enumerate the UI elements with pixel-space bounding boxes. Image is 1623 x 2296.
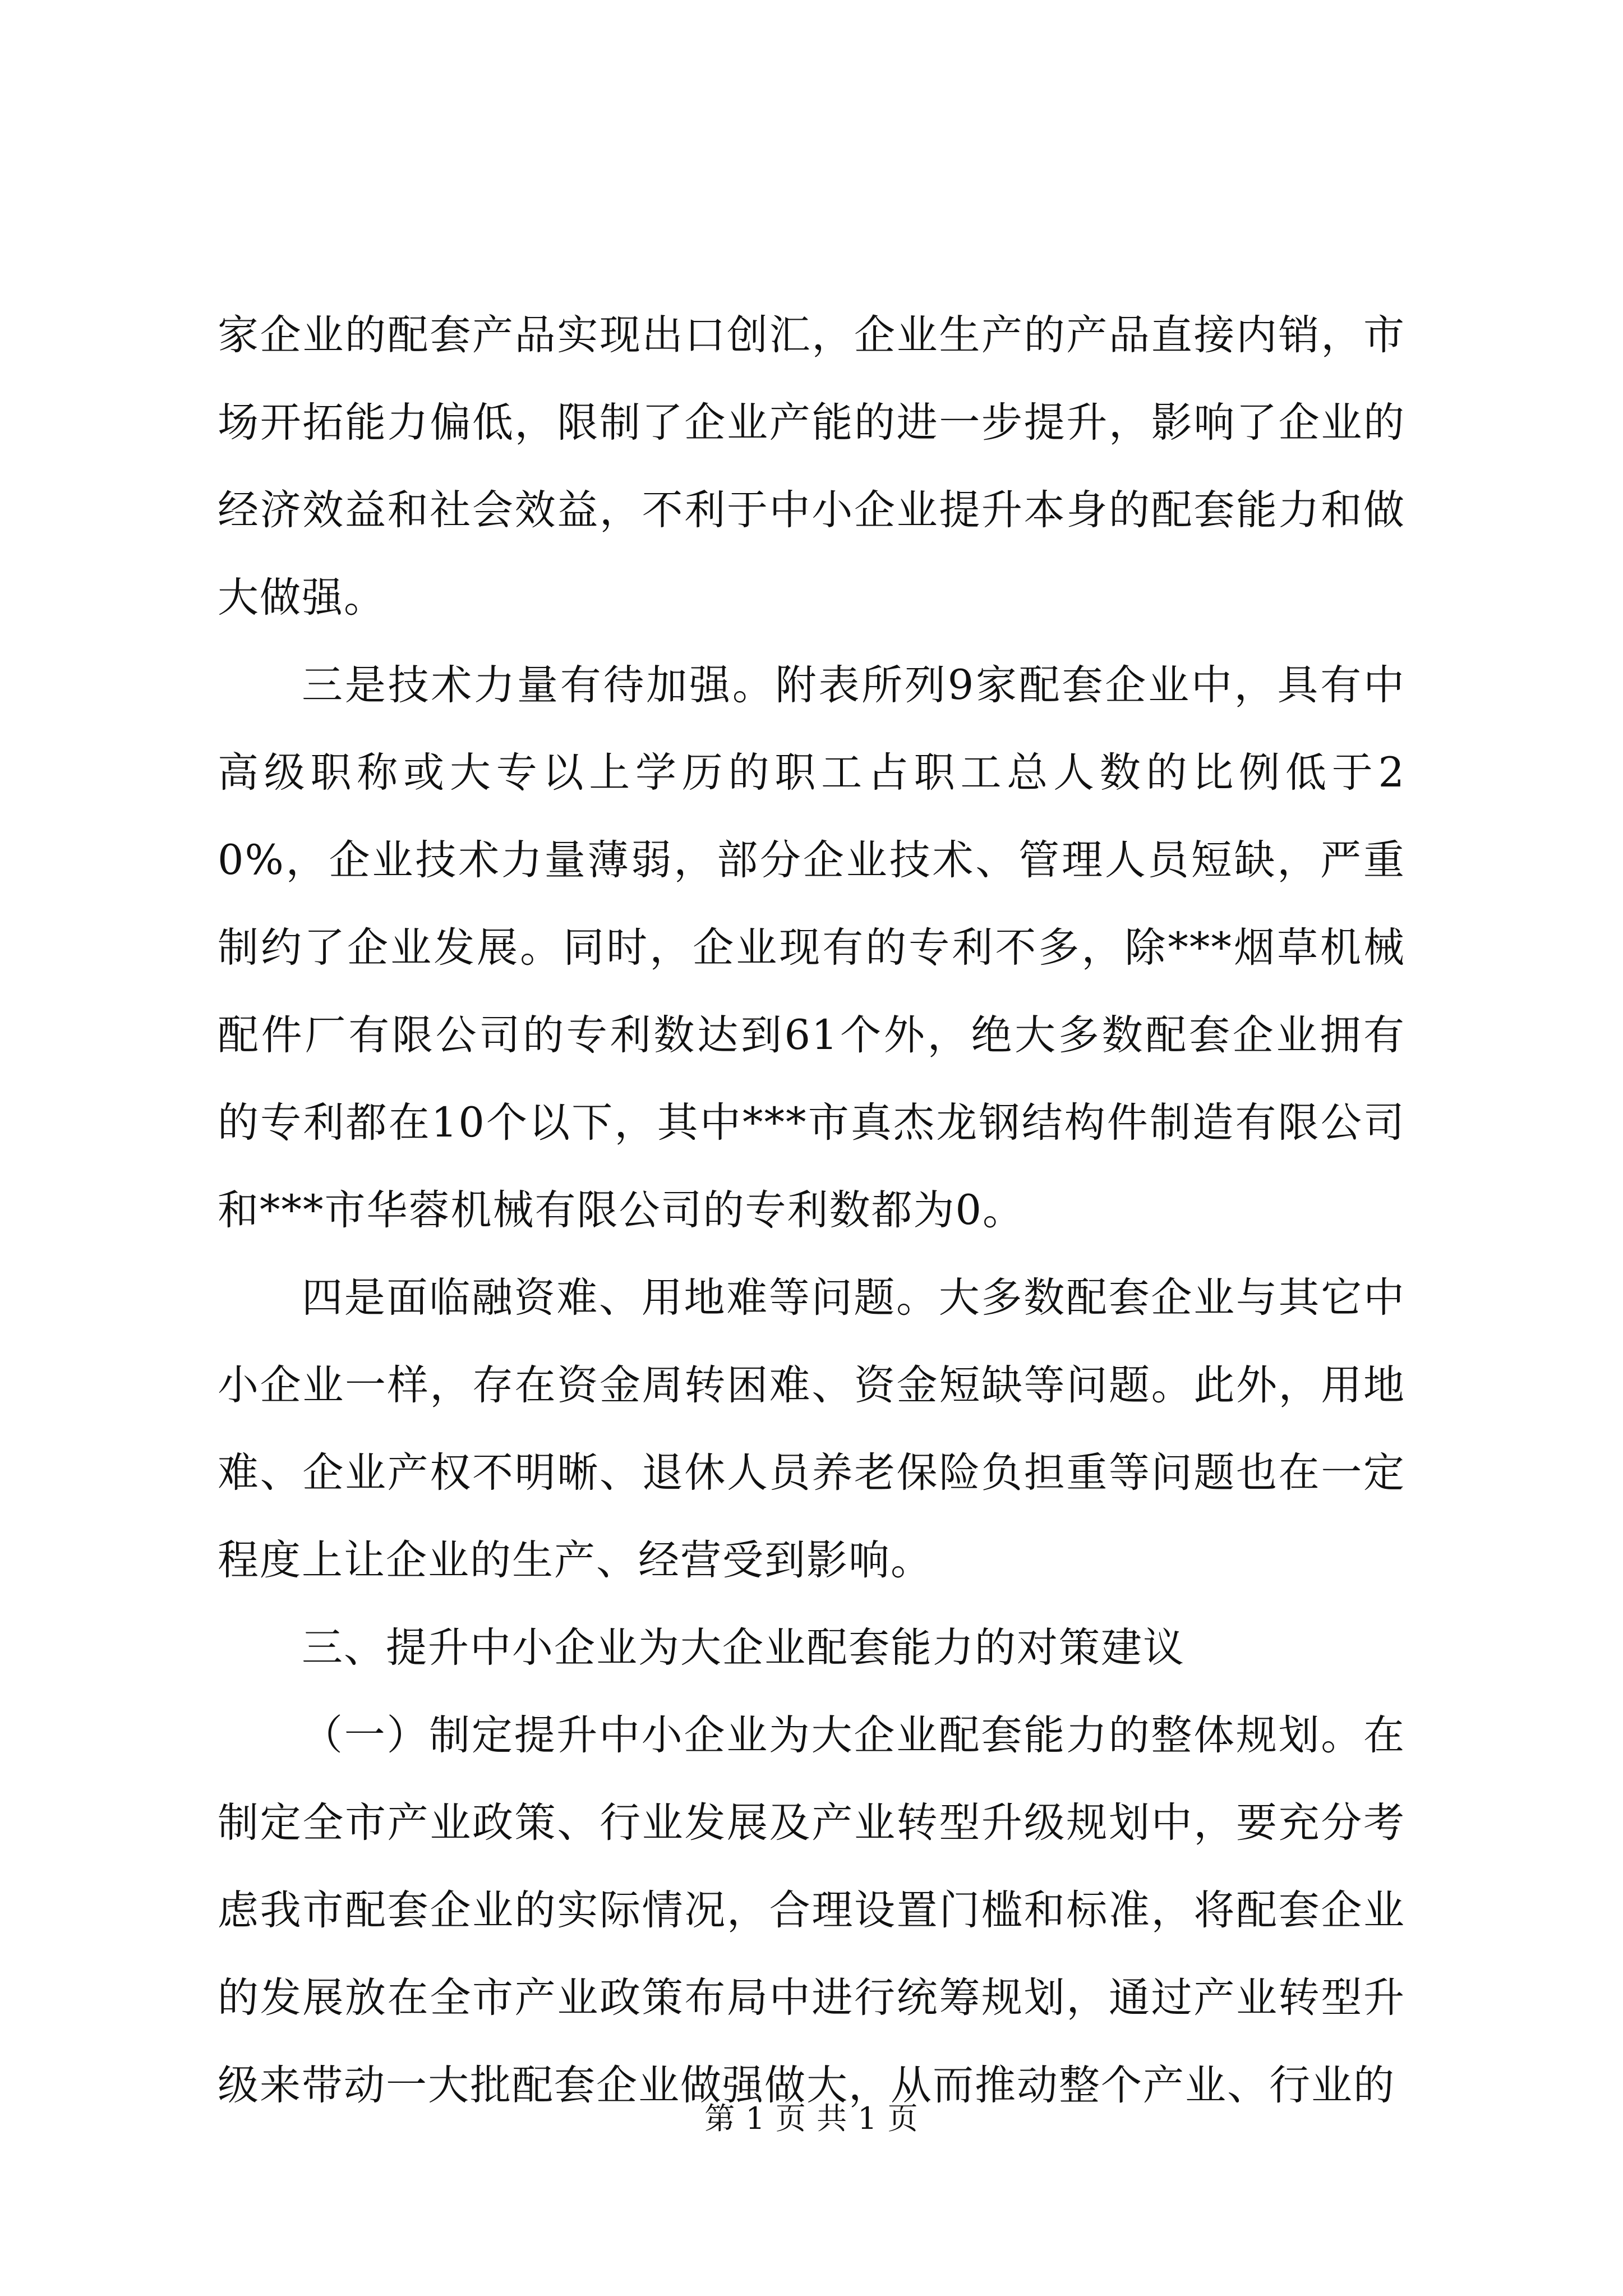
document-body — [218, 292, 1405, 2129]
section-heading-countermeasures: 三、提升中小企业为大企业配套能力的对策建议 — [302, 1624, 1185, 1672]
paragraph-financing-land: 四是面临融资难、用地难等问题。大多数配套企业与其它中小企业一样，存在资金周转困难、资金短缺等问题。此外，用地难、企业产权不明晰、退休人员养老保险负担重等问题也在一定程度上让企业的生产、经营受到影响。 — [218, 1274, 1405, 1584]
paragraph-continuation: 家企业的配套产品实现出口创汇，企业生产的产品直接内销，市场开拓能力偏低，限制了企业产能的进一步提升，影响了企业的经济效益和社会效益，不利于中小企业提升本身的配套能力和做大做强。 — [218, 311, 1405, 622]
paragraph-technical-strength: 三是技术力量有待加强。附表所列9家配套企业中，具有中高级职称或大专以上学历的职工占职工总人数的比例低于20%，企业技术力量薄弱，部分企业技术、管理人员短缺，严重制约了企业发展。同时，企业现有的专利不多，除***烟草机械配件厂有限公司的专利数达到61个外，绝大多数配套企业拥有的专利都在10个以下，其中***市真杰龙钢结构件制造有限公司和***市华蓉机械有限公司的专利数都为0。 — [218, 661, 1405, 1234]
page-number-footer: 第 1 页 共 1 页 — [704, 2101, 919, 2136]
paragraph-overall-plan: （一）制定提升中小企业为大企业配套能力的整体规划。在制定全市产业政策、行业发展及产业转型升级规划中，要充分考虑我市配套企业的实际情况，合理设置门槛和标准，将配套企业的发展放在全市产业政策布局中进行统筹规划，通过产业转型升级来带动一大批配套企业做强做大，从而推动整个产业、行业的 — [218, 1711, 1405, 2109]
